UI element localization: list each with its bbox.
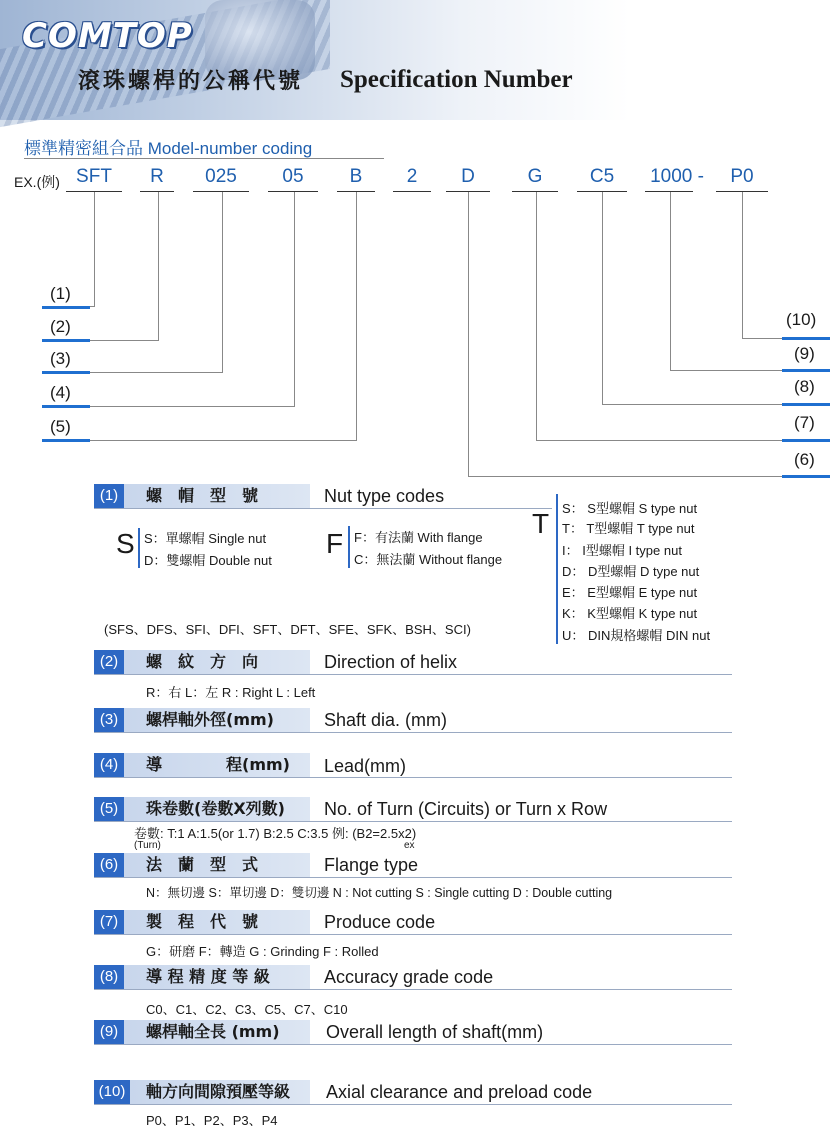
section-title-english: Accuracy grade code [324,967,494,987]
section-rule [94,934,732,935]
example-english-label: ex [404,840,415,851]
connector-line [90,406,295,407]
flange-option: C：無法蘭 Without flange [354,552,503,567]
callout-bar [782,475,830,478]
callout-label: (7) [794,413,815,432]
nut-option: S：單螺帽 Single nut [144,531,267,546]
section-title-chinese: 螺 紋 方 向 [146,652,259,671]
connector-line [294,192,295,406]
connector-line [356,192,357,440]
callout-bar [782,403,830,406]
connector-line [602,192,603,404]
connector-line [90,340,159,341]
callout-label: (5) [50,417,71,436]
nut-code-letter-t: T [532,508,550,539]
section-title-chinese: 導 程(mm) [146,755,290,774]
turn-english-label: (Turn) [134,840,161,851]
code-underline [140,191,174,192]
section-title-english: Direction of helix [324,652,458,672]
section-number: (10) [98,1083,126,1100]
section-title-chinese: 螺桿軸全長 (mm) [146,1022,280,1041]
callout-label: (2) [50,317,71,336]
section-rule [94,674,732,675]
code-shaft-dia: 025 [205,166,237,187]
connector-line [90,440,357,441]
callout-bar [42,405,90,408]
section-rule [94,1044,732,1045]
section-title-chinese: 螺 帽 型 號 [146,486,259,505]
subtitle: 標準精密組合品 Model-number coding [24,139,313,158]
section-rule [94,508,552,509]
callout-bar [42,439,90,442]
section-title-english: Overall length of shaft(mm) [326,1022,544,1042]
section-title-english: Flange type [324,855,419,875]
section-title-chinese: 製 程 代 號 [146,912,259,931]
connector-line [742,192,743,338]
connector-line [158,192,159,340]
callout-label: (3) [50,349,71,368]
callout-bar [782,337,830,340]
section-title-chinese: 軸方向間隙預壓等級 [146,1082,291,1101]
connector-line [670,192,671,370]
section-title-english: Lead(mm) [324,756,407,776]
section-rule [94,821,732,822]
code-underline [645,191,693,192]
option-bracket [348,526,350,568]
connector-line [670,370,782,371]
code-turns: B [349,166,363,187]
section-number: (2) [99,653,119,670]
callout-label: (9) [794,344,815,363]
nut-code-letter-s: S [116,528,135,559]
subtitle-divider [24,158,384,159]
section-title-english: Produce code [324,912,436,932]
callout-bar [782,439,830,442]
connector-line [602,404,782,405]
connector-line [468,476,782,477]
accuracy-grades: C0、C1、C2、C3、C5、C7、C10 [146,1002,348,1017]
nut-shape-option: T： T型螺帽 T type nut [562,521,695,536]
callout-label: (6) [794,450,815,469]
section-title-chinese: 導 程 精 度 等 級 [146,967,270,986]
connector-line [536,192,537,440]
nut-series-list: (SFS、DFS、SFI、DFI、SFT、DFT、SFE、SFK、BSH、SCI) [104,622,471,637]
connector-line [94,192,95,306]
code-underline [268,191,318,192]
brand-logo: COMTOP [22,16,193,56]
turn-options: 卷數: T:1 A:1.5(or 1.7) B:2.5 C:3.5 例: (B2=2.5x2) [134,826,417,841]
section-title-english: No. of Turn (Circuits) or Turn x Row [324,799,608,819]
example-label: EX.(例) [14,174,60,190]
code-preload: P0 [730,166,754,187]
section-rule [94,777,732,778]
section-number: (4) [99,756,119,773]
callout-bar [782,369,830,372]
code-rows: 2 [406,166,418,187]
connector-line [90,372,223,373]
nut-shape-option: E： E型螺帽 E type nut [562,585,698,600]
section-number: (8) [99,968,119,985]
option-bracket [138,528,140,568]
callout-label: (10) [786,310,817,329]
section-title-english: Nut type codes [324,486,445,506]
nut-code-letter-f: F [326,528,344,559]
code-length: 1000 - [650,166,704,187]
code-flange-type: D [461,166,475,187]
connector-line [222,192,223,372]
callout-label: (1) [50,284,71,303]
callout-bar [42,306,90,309]
connector-line [468,192,469,476]
section-rule [94,732,732,733]
section-title-chinese: 螺桿軸外徑(mm) [146,710,274,729]
helix-options: R：右 L：左 R : Right L : Left [146,685,316,700]
code-helix: R [150,166,164,187]
code-lead: 05 [282,166,304,187]
code-accuracy: C5 [589,166,615,187]
produce-options: G：研磨 F：轉造 G : Grinding F : Rolled [146,944,379,959]
nut-shape-option: K： K型螺帽 K type nut [562,606,698,621]
nut-shape-option: U： DIN規格螺帽 DIN nut [562,628,711,643]
section-title-chinese: 珠卷數(卷數X列數) [146,799,285,818]
page-title-english: Specification Number [340,66,573,93]
nut-option: D：雙螺帽 Double nut [144,553,272,568]
connector-line [742,338,782,339]
nut-shape-option: S： S型螺帽 S type nut [562,501,698,516]
section-number: (7) [99,913,119,930]
connector-line [536,440,782,441]
section-title-english: Shaft dia. (mm) [324,710,448,730]
nut-shape-option: I： I型螺帽 I type nut [562,543,682,558]
callout-bar [42,371,90,374]
section-number: (1) [99,487,119,504]
flange-option: F：有法蘭 With flange [354,530,483,545]
code-produce: G [527,166,543,187]
section-number: (9) [99,1023,119,1040]
section-number: (6) [99,856,119,873]
option-bracket [556,494,558,644]
code-underline [512,191,558,192]
section-rule [94,877,732,878]
code-underline [193,191,249,192]
preload-grades: P0、P1、P2、P3、P4 [146,1113,278,1128]
code-underline [393,191,431,192]
section-rule [94,1104,732,1105]
callout-label: (4) [50,383,71,402]
section-title-english: Axial clearance and preload code [326,1082,593,1102]
callout-label: (8) [794,377,815,396]
nut-shape-option: D： D型螺帽 D type nut [562,564,700,579]
section-title-chinese: 法 蘭 型 式 [146,855,259,874]
code-nut-type: SFT [76,166,112,187]
connector-line [90,306,95,307]
flange-cut-options: N：無切邊 S：單切邊 D：雙切邊 N : Not cutting S : Single cutting D : Double cutting [146,886,613,900]
callout-bar [42,339,90,342]
section-number: (3) [99,711,119,728]
section-rule [94,989,732,990]
page-title-chinese: 滾珠螺桿的公稱代號 [78,69,304,94]
section-number: (5) [99,800,119,817]
